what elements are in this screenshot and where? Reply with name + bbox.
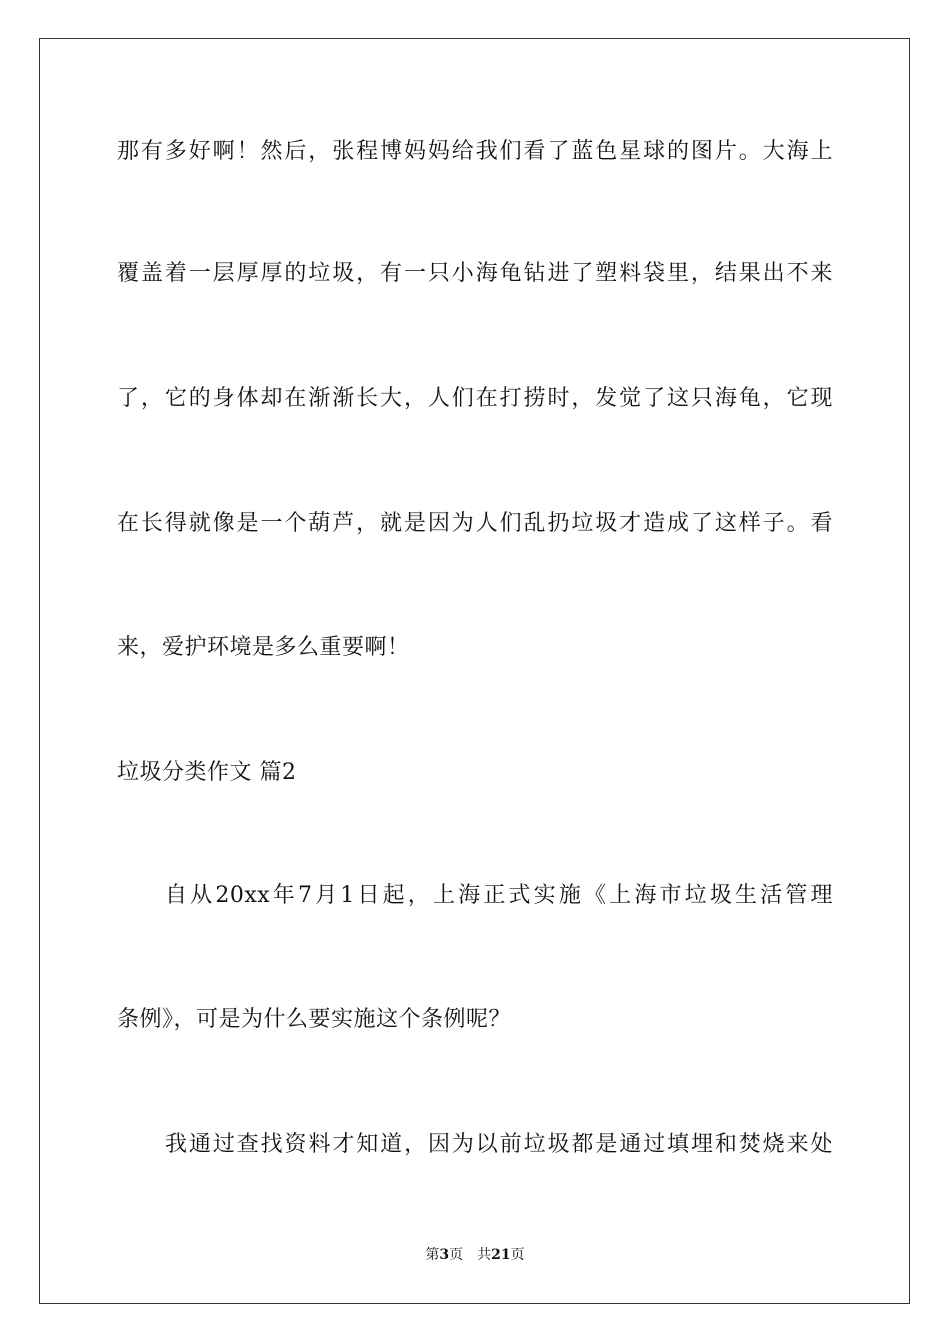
page-frame [39, 38, 910, 1304]
body-line-1: 那有多好啊！然后，张程博妈妈给我们看了蓝色星球的图片。大海上 [117, 139, 833, 164]
body-line-3: 了，它的身体却在渐渐长大，人们在打捞时，发觉了这只海龟，它现 [117, 386, 833, 411]
page-number: 3 [439, 1247, 450, 1263]
paragraph3-line-1: 我通过查找资料才知道，因为以前垃圾都是通过填埋和焚烧来处 [165, 1132, 833, 1157]
paragraph2-line-2: 条例》，可是为什么要实施这个条例呢？ [117, 1007, 512, 1032]
body-line-2: 覆盖着一层厚厚的垃圾，有一只小海龟钻进了塑料袋里，结果出不来 [117, 261, 833, 286]
page-footer [0, 1245, 950, 1265]
total-prefix: 共 [477, 1247, 492, 1263]
page-suffix: 页 [449, 1247, 464, 1263]
total-suffix: 页 [510, 1247, 525, 1263]
total-number: 21 [491, 1247, 511, 1263]
paragraph2-line-1: 自从20xx年7月1日起，上海正式实施《上海市垃圾生活管理 [165, 883, 833, 908]
body-line-5: 来，爱护环境是多么重要啊！ [117, 635, 410, 660]
section-heading: 垃圾分类作文 篇2 [117, 760, 297, 785]
body-line-4: 在长得就像是一个葫芦，就是因为人们乱扔垃圾才造成了这样子。看 [117, 511, 833, 536]
page-prefix: 第 [425, 1247, 440, 1263]
